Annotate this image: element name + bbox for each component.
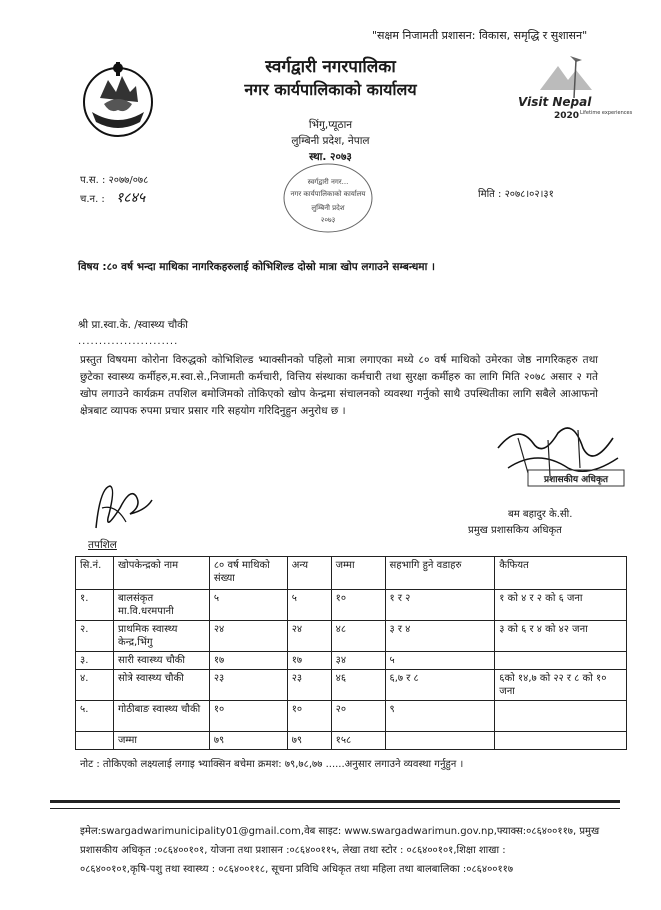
table-row: [76, 590, 627, 621]
office-stamp: [280, 158, 376, 236]
address-line-3: स्था. २०७३: [309, 151, 352, 163]
pa-sa-ref: [80, 172, 148, 186]
table-cell: ३.: [76, 652, 114, 670]
footer-line-1: इमेल:swargadwarimunicipality01@gmail.com,वेब साइट: www.swargadwarimun.gov.np,फ्याक्स:०८६४००११७, प्रमुख: [80, 826, 600, 837]
office-name: नगर कार्यपालिकाको कार्यालय: [244, 80, 417, 99]
signer-title: प्रमुख प्रशासकिय अधिकृत: [468, 525, 562, 536]
vaccination-centers-table: [75, 556, 627, 750]
body-paragraph: प्रस्तुत विषयमा कोरोना विरुद्धको कोभिशिल्ड भ्याक्सीनको पहिलो मात्रा लगाएका मध्ये ८० वर्ष माथिको उमेरका जेष्ठ नागरिकहरु तथा छुटेका स्वास्थ्य कर्मीहरु,म.स्वा.से.,निजामती कर्मचारी, वित्तिय संस्थाका कर्मचारी तथा सुरक्षा कर्मीहरु का लागि मिति २०७८ असार २ गते खोप लगाउने कार्यक्रम तपशिल बमोजिमको तोकिएको खोप केन्द्रमा संचालनको व्यवस्था गर्नुको साथै उपस्थितीका लागि सबैले आआफनो क्षेत्रबाट व्यापक रुपमा प्रचार प्रसार गरि सहयोग गरिदिनुहुन अनुरोध छ ।: [80, 354, 598, 417]
slogan: "सक्षम निजामती प्रशासन: विकास, समृद्धि र सुशासन": [372, 29, 588, 42]
table-cell: प्राथमिक स्वास्थ्य केन्द्र,भिंगु: [113, 621, 209, 652]
address-line-1: भिंगु,प्यूठान: [308, 119, 353, 131]
header-cell: सि.नं.: [76, 557, 114, 590]
cha-na-ref: [80, 188, 145, 207]
table-cell: ३ को ६ र ४ को ४२ जना: [495, 621, 627, 652]
header-cell: जम्मा: [331, 557, 385, 590]
header-cell: सहभागि हुने वडाहरु: [385, 557, 495, 590]
tapsil-label: तपशिल: [88, 539, 117, 551]
table-total-row: [76, 732, 627, 750]
table-cell: [495, 652, 627, 670]
table-cell: सोत्रे स्वास्थ्य चौकी: [113, 670, 209, 701]
table-cell: ४८: [331, 621, 385, 652]
stamp-line-3: लुम्बिनी प्रदेश: [311, 204, 345, 212]
table-cell: सारी स्वास्थ्य चौकी: [113, 652, 209, 670]
table-cell: बालसंकृत मा.वि.धरमपानी: [113, 590, 209, 621]
table-cell: ४६: [331, 670, 385, 701]
right-stamp-text: प्रशासकीय अधिकृत: [543, 475, 609, 485]
table-row: [76, 701, 627, 732]
letter-date: मिति : २०७८।०२।३१: [478, 189, 554, 200]
footer-rule-thick: [50, 800, 620, 803]
pa-sa-label: प.स. :: [80, 175, 106, 186]
table-cell: [385, 732, 495, 750]
table-cell: २३: [287, 670, 331, 701]
stamp-line-2: नगर कार्यपालिकाको कार्यालय: [290, 190, 366, 198]
header-cell: कैफियत: [495, 557, 627, 590]
visit-nepal-tagline: Lifetime experiences: [580, 110, 633, 116]
table-cell: जम्मा: [113, 732, 209, 750]
table-cell: ६को १४,७ को २२ र ८ को १० जना: [495, 670, 627, 701]
signature-left: [86, 478, 156, 536]
visit-nepal-year: 2020: [554, 111, 580, 121]
table-cell: १७: [287, 652, 331, 670]
signature-stamp-right: [488, 418, 628, 498]
table-cell: [495, 701, 627, 732]
table-cell: ५: [287, 590, 331, 621]
recipient-dots: ........................: [78, 336, 179, 347]
footer-rule-thin: [50, 808, 620, 809]
table-cell: १ र २: [385, 590, 495, 621]
table-cell: ४.: [76, 670, 114, 701]
table-cell: १०: [331, 590, 385, 621]
pa-sa-value: २०७७/०७८: [108, 175, 149, 186]
table-cell: ५: [385, 652, 495, 670]
stamp-line-1: स्वर्गद्वारी नगर...: [307, 178, 349, 186]
org-name: स्वर्गद्वारी नगरपालिका: [265, 57, 396, 77]
table-cell: १७: [209, 652, 287, 670]
table-cell: ७९: [209, 732, 287, 750]
footer-line-2: प्रशासकीय अधिकृत :०८६४००१०१, योजना तथा प्रशासन :०८६४००११५, लेखा तथा स्टोर : ०८६४००१०१,शिक्षा शाखा :: [80, 845, 506, 856]
signer-name: बम बहादुर के.सी.: [508, 509, 573, 520]
table-cell: १.: [76, 590, 114, 621]
table-cell: ५.: [76, 701, 114, 732]
recipient: श्री प्रा.स्वा.के. /स्वास्थ्य चौकी: [78, 319, 188, 331]
table-row: [76, 670, 627, 701]
table-cell: ३ र ४: [385, 621, 495, 652]
table-cell: २०: [331, 701, 385, 732]
table-cell: [76, 732, 114, 750]
table-cell: ७९: [287, 732, 331, 750]
stamp-line-4: २०७३: [320, 216, 336, 224]
cha-na-value: १८४५: [116, 190, 146, 206]
table-cell: १०: [209, 701, 287, 732]
table-header-row: [76, 557, 627, 590]
table-cell: ९: [385, 701, 495, 732]
footer-line-3: ०८६४००१०१,कृषि-पशु तथा स्वास्थ्य : ०८६४००११८, सूचना प्रविधि अधिकृत तथा महिला तथा बालबालिका :०८६४००११७: [80, 864, 514, 875]
subject-line: विषय :८० वर्ष भन्दा माथिका नागरिकहरुलाई कोभिशिल्ड दोस्रो मात्रा खोप लगाउने सम्बन्धमा ।: [78, 261, 435, 273]
table-cell: २.: [76, 621, 114, 652]
visit-nepal-brand: Visit Nepal: [518, 95, 592, 109]
table-cell: ३४: [331, 652, 385, 670]
cha-na-label: च.न. :: [80, 194, 105, 205]
table-cell: ५: [209, 590, 287, 621]
address-line-2: लुम्बिनी प्रदेश, नेपाल: [291, 135, 370, 147]
table-cell: १ को ४ र २ को ६ जना: [495, 590, 627, 621]
table-cell: २४: [287, 621, 331, 652]
visit-nepal-logo: [510, 50, 633, 126]
header-cell: खोपकेन्द्रको नाम: [113, 557, 209, 590]
table-row: [76, 621, 627, 652]
table-cell: ६,७ र ८: [385, 670, 495, 701]
header-cell: अन्य: [287, 557, 331, 590]
table-cell: १०: [287, 701, 331, 732]
table-row: [76, 652, 627, 670]
footer-contacts: [80, 822, 630, 879]
table-cell: १५८: [331, 732, 385, 750]
table-cell: [495, 732, 627, 750]
header-cell: ८० वर्ष माथिको संख्या: [209, 557, 287, 590]
note: नोट : तोकिएको लक्ष्यलाई लगाइ भ्याक्सिन बचेमा क्रमश: ७९,७८,७७ ......अनुसार लगाउने व्यवस्था गर्नुहुन ।: [80, 759, 464, 770]
table-cell: गोठीबाङ स्वास्थ्य चौकी: [113, 701, 209, 732]
table-cell: २३: [209, 670, 287, 701]
table-cell: २४: [209, 621, 287, 652]
